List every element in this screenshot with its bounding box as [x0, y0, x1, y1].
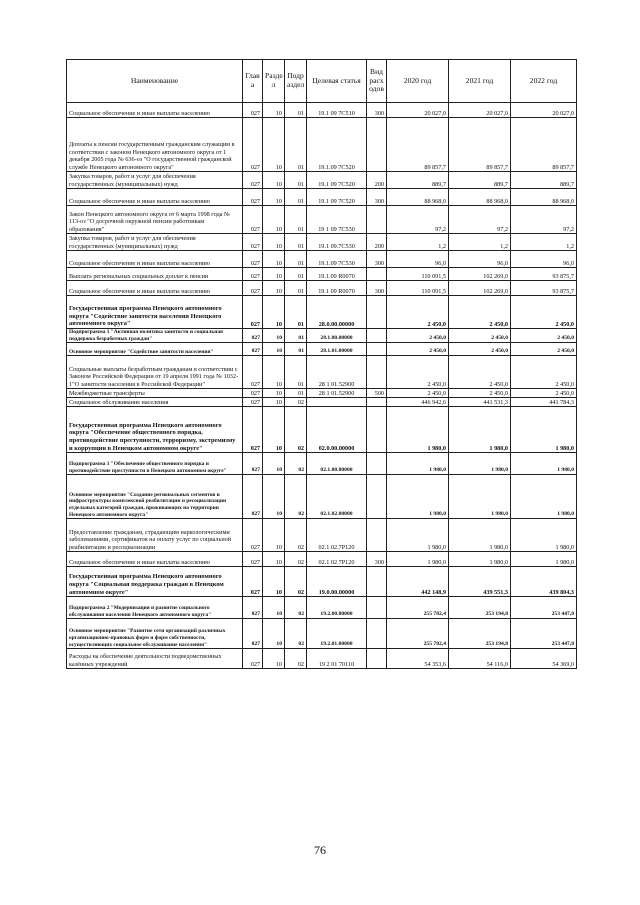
cell-v [367, 619, 387, 649]
table-row [67, 103, 577, 118]
cell-c: 2 450,0 [511, 343, 577, 356]
cell-name: Государственная программа Ненецкого автономного округа "Социальная поддержка граждан в Ненецком автономном округе" [67, 567, 243, 597]
cell-b: 54 116,0 [449, 649, 511, 669]
cell-t: 28 1 01.52900 [307, 356, 367, 389]
cell-p: 02 [285, 453, 307, 475]
table-row [67, 398, 577, 407]
cell-g: 027 [243, 389, 263, 398]
header-target: Целевая статья [307, 60, 367, 103]
cell-name: Закупка товаров, работ и услуг для обеспечения государственных (муниципальных) нужд [67, 172, 243, 189]
cell-g: 027 [243, 407, 263, 453]
cell-b: 88 968,0 [449, 189, 511, 206]
page-number: 76 [314, 843, 326, 857]
cell-b: 1 980,0 [449, 475, 511, 519]
cell-p: 01 [285, 189, 307, 206]
table-row [67, 552, 577, 567]
cell-r: 10 [263, 172, 285, 189]
cell-name: Выплата региональных социальных доплат к пенсии [67, 268, 243, 281]
cell-v [367, 475, 387, 519]
cell-g: 027 [243, 552, 263, 567]
cell-p: 02 [285, 619, 307, 649]
cell-v [367, 268, 387, 281]
cell-r: 10 [263, 268, 285, 281]
cell-a: 88 968,0 [387, 189, 449, 206]
cell-v: 300 [367, 189, 387, 206]
table-row [67, 649, 577, 669]
cell-b: 253 194,8 [449, 597, 511, 619]
cell-p: 02 [285, 475, 307, 519]
cell-v: 200 [367, 234, 387, 251]
cell-t: 02.1.00.00000 [307, 453, 367, 475]
cell-v [367, 356, 387, 389]
cell-g: 027 [243, 356, 263, 389]
cell-c: 2 450,0 [511, 389, 577, 398]
cell-a: 89 857,7 [387, 118, 449, 172]
cell-b: 253 194,8 [449, 619, 511, 649]
cell-b: 97,2 [449, 206, 511, 234]
cell-a: 2 450,0 [387, 296, 449, 329]
cell-name: Социальное обеспечение и иные выплаты населению [67, 552, 243, 567]
header-podrazdel: Подр аздел [285, 60, 307, 103]
table-row [67, 281, 577, 296]
cell-a: 255 782,4 [387, 597, 449, 619]
cell-r: 10 [263, 329, 285, 343]
cell-r: 10 [263, 356, 285, 389]
cell-r: 10 [263, 296, 285, 329]
cell-b: 1 980,0 [449, 519, 511, 552]
table-row [67, 407, 577, 453]
cell-v [367, 407, 387, 453]
table-row [67, 118, 577, 172]
cell-r: 10 [263, 103, 285, 118]
table-row [67, 597, 577, 619]
cell-name: Основное мероприятие "Содействие занятости населения" [67, 343, 243, 356]
cell-b: 1 980,0 [449, 407, 511, 453]
cell-g: 027 [243, 649, 263, 669]
cell-c: 96,0 [511, 251, 577, 268]
cell-c: 93 875,7 [511, 268, 577, 281]
cell-c: 93 875,7 [511, 281, 577, 296]
cell-g: 027 [243, 206, 263, 234]
table-row [67, 567, 577, 597]
cell-v [367, 519, 387, 552]
cell-t: 19.1 09 7С520 [307, 189, 367, 206]
cell-g: 027 [243, 398, 263, 407]
cell-t: 02.0.00.00000 [307, 407, 367, 453]
cell-v [367, 567, 387, 597]
cell-c: 1,2 [511, 234, 577, 251]
cell-name: Основное мероприятие "Создание региональных сегментов и инфраструктуры комплексной реабилитации и ресоциализации отдельных категорий граждан, проживающих на территории Ненецкого автономного округа" [67, 475, 243, 519]
cell-p: 01 [285, 172, 307, 189]
cell-p: 02 [285, 567, 307, 597]
cell-p: 02 [285, 519, 307, 552]
cell-p: 01 [285, 206, 307, 234]
cell-c: 1 980,0 [511, 475, 577, 519]
cell-t: 02.1 02 7Р120 [307, 552, 367, 567]
cell-a: 2 450,0 [387, 389, 449, 398]
cell-t: 19.1 09 R0070 [307, 281, 367, 296]
cell-p: 01 [285, 296, 307, 329]
table-row [67, 343, 577, 356]
cell-p: 02 [285, 597, 307, 619]
cell-name: Доплаты к пенсии государственным гражданским служащим в соответствии с законом Ненецкого автономного округа от 1 декабря 2005 года № 636-оз "О государственной гражданской службе Ненецкого автономного округа" [67, 118, 243, 172]
cell-name: Социальное обеспечение и иные выплаты населению [67, 103, 243, 118]
cell-g: 027 [243, 281, 263, 296]
cell-b: 89 857,7 [449, 118, 511, 172]
cell-b: 20 027,0 [449, 103, 511, 118]
cell-t: 19.1 09 7С510 [307, 103, 367, 118]
cell-v: 300 [367, 103, 387, 118]
cell-p: 01 [285, 389, 307, 398]
cell-g: 027 [243, 189, 263, 206]
cell-v: 500 [367, 389, 387, 398]
cell-v [367, 206, 387, 234]
cell-v: 300 [367, 552, 387, 567]
table-row [67, 475, 577, 519]
cell-t: 28.1.01.00000 [307, 343, 367, 356]
cell-v [367, 343, 387, 356]
cell-g: 027 [243, 453, 263, 475]
cell-name: Основное мероприятие "Развитие сети организаций различных организационно-правовых форм и форм собственности, осуществляющих социальное обслуживание населения" [67, 619, 243, 649]
cell-a: 1 980,0 [387, 453, 449, 475]
cell-t: 02.1 02.7Р120 [307, 519, 367, 552]
cell-g: 027 [243, 343, 263, 356]
cell-c: 439 804,3 [511, 567, 577, 597]
cell-v: 300 [367, 251, 387, 268]
cell-b: 1 980,0 [449, 453, 511, 475]
cell-b: 2 450,0 [449, 356, 511, 389]
cell-a: 1 980,0 [387, 519, 449, 552]
cell-c: 88 968,0 [511, 189, 577, 206]
cell-b: 1 980,0 [449, 552, 511, 567]
cell-v [367, 398, 387, 407]
cell-g: 027 [243, 619, 263, 649]
cell-t: 19.1 09 7С520 [307, 172, 367, 189]
table-row [67, 519, 577, 552]
cell-r: 10 [263, 343, 285, 356]
cell-p: 01 [285, 268, 307, 281]
cell-a: 1 980,0 [387, 475, 449, 519]
cell-c: 2 450,0 [511, 356, 577, 389]
cell-p: 02 [285, 649, 307, 669]
cell-a: 20 027,0 [387, 103, 449, 118]
cell-p: 01 [285, 251, 307, 268]
cell-a: 255 782,4 [387, 619, 449, 649]
cell-c: 253 447,8 [511, 597, 577, 619]
budget-table-sheet [66, 59, 576, 669]
cell-p: 01 [285, 343, 307, 356]
cell-r: 10 [263, 519, 285, 552]
cell-t: 28.0.00.00000 [307, 296, 367, 329]
cell-c: 54 369,0 [511, 649, 577, 669]
table-header-row [67, 60, 577, 103]
cell-c: 1 980,0 [511, 552, 577, 567]
header-2022: 2022 год [511, 60, 577, 103]
cell-v [367, 118, 387, 172]
cell-r: 10 [263, 281, 285, 296]
cell-g: 027 [243, 567, 263, 597]
cell-c: 20 027,0 [511, 103, 577, 118]
cell-a: 2 450,0 [387, 329, 449, 343]
cell-r: 10 [263, 206, 285, 234]
budget-table [66, 59, 577, 669]
cell-t: 19.1.09 R0070 [307, 268, 367, 281]
cell-r: 10 [263, 407, 285, 453]
cell-a: 110 091,5 [387, 281, 449, 296]
cell-r: 10 [263, 597, 285, 619]
cell-r: 10 [263, 552, 285, 567]
cell-a: 442 148,9 [387, 567, 449, 597]
table-row [67, 296, 577, 329]
cell-a: 97,2 [387, 206, 449, 234]
cell-v [367, 329, 387, 343]
cell-a: 110 091,5 [387, 268, 449, 281]
header-glava: Глав а [243, 60, 263, 103]
cell-p: 01 [285, 356, 307, 389]
cell-t: 19 1 09 7С530 [307, 206, 367, 234]
cell-g: 027 [243, 475, 263, 519]
cell-name: Закупка товаров, работ и услуг для обеспечения государственных (муниципальных) нужд [67, 234, 243, 251]
cell-v [367, 649, 387, 669]
cell-t: 19.1 09.7С530 [307, 234, 367, 251]
cell-c: 97,2 [511, 206, 577, 234]
cell-r: 10 [263, 649, 285, 669]
table-row [67, 172, 577, 189]
cell-t: 28.1.00.00000 [307, 329, 367, 343]
cell-r: 10 [263, 453, 285, 475]
table-row [67, 619, 577, 649]
cell-r: 10 [263, 189, 285, 206]
cell-g: 027 [243, 251, 263, 268]
cell-a: 96,0 [387, 251, 449, 268]
cell-t [307, 398, 367, 407]
cell-c: 889,7 [511, 172, 577, 189]
cell-p: 02 [285, 398, 307, 407]
cell-t: 19 2 01 70110 [307, 649, 367, 669]
cell-a: 446 942,6 [387, 398, 449, 407]
cell-c: 2 450,0 [511, 329, 577, 343]
cell-p: 01 [285, 234, 307, 251]
cell-b: 2 450,0 [449, 389, 511, 398]
cell-name: Подпрограмма 1 "Обеспечение общественного порядка и противодействие преступности в Ненецком автономном округе" [67, 453, 243, 475]
header-name: Наименование [67, 60, 243, 103]
cell-b: 96,0 [449, 251, 511, 268]
cell-t: 19.0.00.00000 [307, 567, 367, 597]
cell-name: Социальное обеспечение и иные выплаты населению [67, 251, 243, 268]
cell-c: 253 447,8 [511, 619, 577, 649]
cell-g: 027 [243, 103, 263, 118]
cell-t: 02.1.02.00000 [307, 475, 367, 519]
table-row [67, 389, 577, 398]
cell-name: Подпрограмма 1 "Активная политика занятости и социальная поддержка безработных граждан" [67, 329, 243, 343]
cell-p: 01 [285, 281, 307, 296]
cell-t: 19.1.09 7С520 [307, 118, 367, 172]
cell-g: 027 [243, 519, 263, 552]
cell-t: 19.2.00.00000 [307, 597, 367, 619]
cell-name: Закон Ненецкого автономного округа от 6 марта 1998 года № 113-оз "О досрочной окружной пенсии работникам образования" [67, 206, 243, 234]
cell-t: 28 1 01.52900 [307, 389, 367, 398]
cell-r: 10 [263, 475, 285, 519]
cell-b: 102 269,0 [449, 268, 511, 281]
cell-r: 10 [263, 234, 285, 251]
cell-name: Социальные выплаты безработным гражданам в соответствии с Законом Российской Федерации от 19 апреля 1991 года № 1032-1"О занятости населения в Российской Федерации" [67, 356, 243, 389]
cell-b: 2 450,0 [449, 343, 511, 356]
cell-c: 1 980,0 [511, 453, 577, 475]
cell-name: Расходы на обеспечение деятельности подведомственных казённых учреждений [67, 649, 243, 669]
cell-g: 027 [243, 296, 263, 329]
cell-p: 02 [285, 552, 307, 567]
cell-g: 027 [243, 118, 263, 172]
cell-b: 2 450,0 [449, 329, 511, 343]
cell-c: 1 980,0 [511, 519, 577, 552]
cell-name: Государственная программа Ненецкого автономного округа "Содействие занятости населения Ненецкого автономного округа" [67, 296, 243, 329]
cell-a: 2 450,0 [387, 343, 449, 356]
cell-c: 89 857,7 [511, 118, 577, 172]
cell-a: 2 450,0 [387, 356, 449, 389]
header-vid: Вид расх одов [367, 60, 387, 103]
table-row [67, 206, 577, 234]
cell-g: 027 [243, 172, 263, 189]
cell-a: 54 353,6 [387, 649, 449, 669]
cell-name: Социальное обеспечение и иные выплаты населению [67, 189, 243, 206]
cell-b: 889,7 [449, 172, 511, 189]
cell-v [367, 597, 387, 619]
cell-b: 1,2 [449, 234, 511, 251]
cell-b: 102 269,0 [449, 281, 511, 296]
cell-r: 10 [263, 398, 285, 407]
header-2021: 2021 год [449, 60, 511, 103]
table-row [67, 453, 577, 475]
cell-v [367, 296, 387, 329]
cell-t: 19.1.09 7С530 [307, 251, 367, 268]
cell-g: 027 [243, 268, 263, 281]
cell-a: 889,7 [387, 172, 449, 189]
cell-c: 2 450,0 [511, 296, 577, 329]
cell-name: Предоставление гражданам, страдающим наркологическими заболеваниями, сертификатов на оплату услуг по социальной реабилитации и ресоциализации [67, 519, 243, 552]
cell-r: 10 [263, 619, 285, 649]
table-row [67, 329, 577, 343]
cell-p: 01 [285, 103, 307, 118]
table-row [67, 251, 577, 268]
table-row [67, 189, 577, 206]
cell-a: 1,2 [387, 234, 449, 251]
cell-b: 2 450,0 [449, 296, 511, 329]
cell-g: 027 [243, 234, 263, 251]
cell-p: 02 [285, 407, 307, 453]
cell-a: 1 980,0 [387, 407, 449, 453]
cell-a: 1 980,0 [387, 552, 449, 567]
table-row [67, 234, 577, 251]
header-razdel: Разде л [263, 60, 285, 103]
cell-r: 10 [263, 389, 285, 398]
cell-c: 441 784,3 [511, 398, 577, 407]
cell-r: 10 [263, 118, 285, 172]
table-row [67, 356, 577, 389]
cell-name: Межбюджетные трансферты [67, 389, 243, 398]
cell-b: 441 531,3 [449, 398, 511, 407]
cell-v [367, 453, 387, 475]
table-body [67, 103, 577, 669]
cell-c: 1 980,0 [511, 407, 577, 453]
cell-r: 10 [263, 251, 285, 268]
cell-name: Социальное обслуживание населения [67, 398, 243, 407]
cell-g: 027 [243, 597, 263, 619]
cell-name: Государственная программа Ненецкого автономного округа "Обеспечение общественного порядка, противодействие преступности, терроризму, экстремизму и коррупции в Ненецком автономном округе" [67, 407, 243, 453]
table-row [67, 268, 577, 281]
cell-v: 300 [367, 281, 387, 296]
header-2020: 2020 год [387, 60, 449, 103]
cell-name: Подпрограмма 2 "Модернизация и развитие социального обслуживания населения Ненецкого автономного округа" [67, 597, 243, 619]
cell-p: 01 [285, 329, 307, 343]
cell-v: 200 [367, 172, 387, 189]
cell-r: 10 [263, 567, 285, 597]
cell-b: 439 551,3 [449, 567, 511, 597]
cell-t: 19.2.01.00000 [307, 619, 367, 649]
cell-name: Социальное обеспечение и иные выплаты населению [67, 281, 243, 296]
cell-p: 01 [285, 118, 307, 172]
cell-g: 027 [243, 329, 263, 343]
